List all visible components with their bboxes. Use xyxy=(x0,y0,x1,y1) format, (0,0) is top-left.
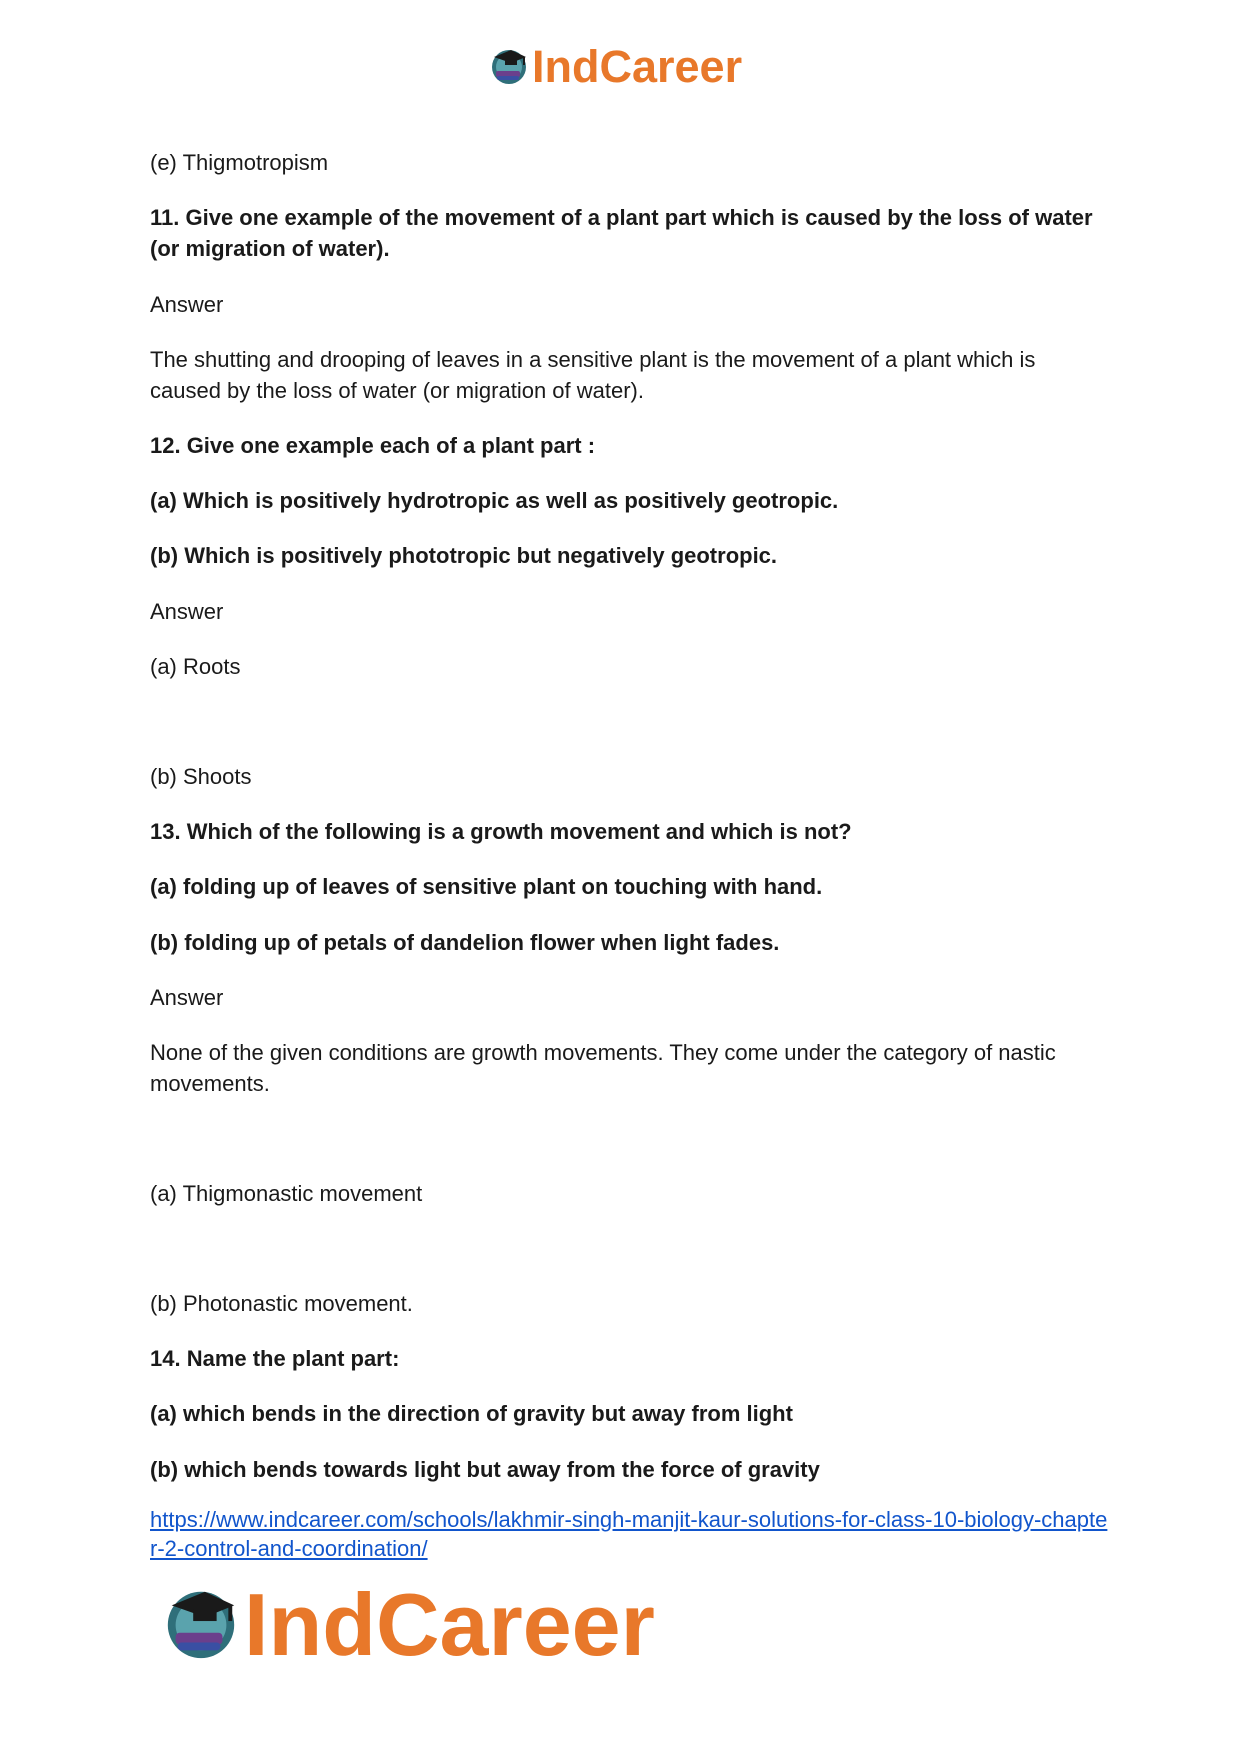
answer-13-a: (a) Thigmonastic movement xyxy=(150,1181,423,1206)
question-14: 14. Name the plant part: xyxy=(150,1346,400,1371)
question-13-part-a: (a) folding up of leaves of sensitive plant on touching with hand. xyxy=(150,874,823,899)
logo-wordmark: IndCareer xyxy=(244,1575,655,1674)
question-12: 12. Give one example each of a plant part : xyxy=(150,433,596,458)
header-logo xyxy=(488,40,742,92)
answer-label: Answer xyxy=(150,985,224,1010)
answer-label: Answer xyxy=(150,292,224,317)
answer-13-text: None of the given conditions are growth movements. They come under the category of nastic movements. xyxy=(150,1040,1056,1096)
answer-label: Answer xyxy=(150,599,224,624)
answer-12-b: (b) Shoots xyxy=(150,764,252,789)
source-link[interactable]: https://www.indcareer.com/schools/lakhmir-singh-manjit-kaur-solutions-for-class-10-biology-chapter-2-control-and-coordination/ xyxy=(150,1507,1108,1561)
question-14-part-a: (a) which bends in the direction of gravity but away from light xyxy=(150,1401,793,1426)
answer-13-b: (b) Photonastic movement. xyxy=(150,1291,413,1316)
logo-wordmark: IndCareer xyxy=(532,40,743,92)
question-12-part-a: (a) Which is positively hydrotropic as well as positively geotropic. xyxy=(150,488,839,513)
answer-option-e: (e) Thigmotropism xyxy=(150,150,329,175)
footer-logo xyxy=(160,1575,655,1674)
question-11: 11. Give one example of the movement of a plant part which is caused by the loss of water (or migration of water). xyxy=(150,205,1093,261)
question-14-part-b: (b) which bends towards light but away from the force of gravity xyxy=(150,1457,820,1482)
graduation-cap-book-icon xyxy=(488,45,530,87)
question-12-part-b: (b) Which is positively phototropic but negatively geotropic. xyxy=(150,543,778,568)
question-13: 13. Which of the following is a growth movement and which is not? xyxy=(150,819,852,844)
answer-12-a: (a) Roots xyxy=(150,654,241,679)
question-13-part-b: (b) folding up of petals of dandelion flower when light fades. xyxy=(150,930,780,955)
answer-11-text: The shutting and drooping of leaves in a sensitive plant is the movement of a plant which is caused by the loss of water (or migration of water). xyxy=(150,347,1036,403)
graduation-cap-book-icon xyxy=(160,1582,242,1669)
